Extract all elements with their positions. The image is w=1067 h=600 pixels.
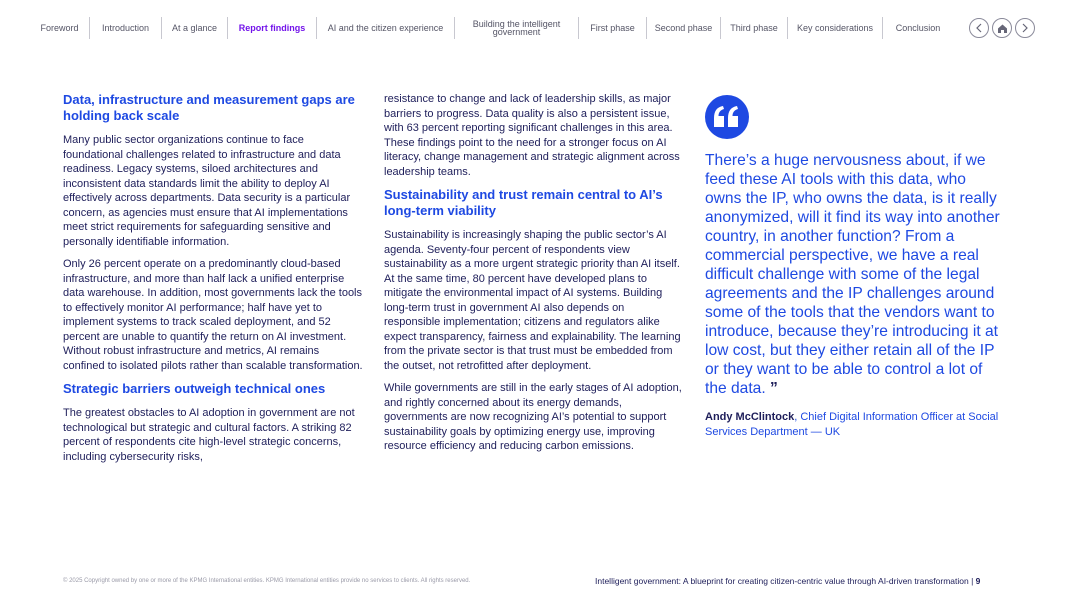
nav-foreword[interactable]: Foreword	[30, 17, 90, 39]
paragraph-early-stages: While governments are still in the early stages of AI adoption, and rightly concerned about its energy demands, governments are now recognizing AI’s potential to support sustainability goals by optimizing energy use, improving resource efficiency and reducing carbon emissions.	[384, 382, 682, 452]
heading-data-infrastructure: Data, infrastructure and measurement gaps are holding back scale	[63, 92, 355, 123]
footer-separator: |	[968, 576, 976, 586]
nav-building-intelligent-government[interactable]: Building the intelligent government	[455, 17, 579, 39]
quote-author-role: , Chief Digital Information Officer at Social Services Department — UK	[705, 411, 999, 438]
quote-attribution	[705, 410, 1005, 439]
nav-second-phase[interactable]: Second phase	[647, 17, 721, 39]
heading-sustainability-trust: Sustainability and trust remain central to AI’s long-term viability	[384, 187, 663, 218]
chevron-right-icon[interactable]	[1015, 18, 1035, 38]
nav-conclusion[interactable]: Conclusion	[895, 23, 941, 33]
paragraph-foundational-challenges: Many public sector organizations continue to face foundational challenges related to infrastructure and data readiness. Legacy systems, siloed architectures and inconsistent data standards limit the ability to deploy AI effectively across departments. Data security is a particular concern, as agencies must ensure that AI implementations meet strict requirements for safeguarding sensitive and personally identifiable information.	[63, 134, 351, 248]
paragraph-resistance-to-change: resistance to change and lack of leadership skills, as major barriers to progress. Data quality is also a persistent issue, with 63 percent reporting significant challenges in this area. These findings point to the need for a stronger focus on AI literacy, change management and strategic alignment across leadership teams.	[384, 93, 680, 178]
paragraph-sustainability-agenda: Sustainability is increasingly shaping the public sector’s AI agenda. Seventy-four percent of respondents view sustainability as a more urgent strategic priority than AI itself. At the same time, 80 percent have developed plans to mitigate the environmental impact of AI systems. Building long-term trust in government AI also depends on responsible implementation; citizens and regulators alike expect transparency, fairness and explainability. The learning from the private sector is that trust must be embedded from the outset, not retrofitted after deployment.	[384, 229, 681, 372]
heading-strategic-barriers: Strategic barriers outweigh technical ones	[63, 381, 326, 396]
paragraph-cloud-infrastructure: Only 26 percent operate on a predominantly cloud-based infrastructure, and more than half lack a unified enterprise data warehouse. In addition, most governments lack the tools to effectively monitor AI performance; half have yet to implement systems to track scaled deployment, and 52 percent are unable to quantify the return on AI investment. Without robust infrastructure and metrics, AI remains confined to isolated pilots rather than scalable transformation.	[63, 258, 363, 372]
footer-document-title: Intelligent government: A blueprint for creating citizen-centric value through AI-driven transformation	[595, 576, 969, 586]
pull-quote	[705, 92, 1005, 439]
quote-open-icon	[705, 95, 749, 139]
column-left	[63, 92, 363, 472]
nav-introduction[interactable]: Introduction	[90, 17, 162, 39]
nav-report-findings[interactable]: Report findings	[228, 17, 317, 39]
paragraph-greatest-obstacles: The greatest obstacles to AI adoption in government are not technological but strategic and cultural factors. A striking 82 percent of respondents cite high-level strategic concerns, including cybersecurity risks,	[63, 407, 355, 463]
nav-at-a-glance[interactable]: At a glance	[162, 17, 228, 39]
nav-ai-citizen-experience[interactable]: AI and the citizen experience	[317, 17, 455, 39]
footer-document-info	[595, 576, 980, 586]
chevron-left-icon[interactable]	[969, 18, 989, 38]
column-middle	[384, 92, 682, 462]
page-number: 9	[975, 576, 981, 586]
nav-first-phase[interactable]: First phase	[579, 17, 647, 39]
home-icon[interactable]	[992, 18, 1012, 38]
quote-close-mark: ”	[770, 380, 778, 397]
top-navigation	[30, 17, 960, 39]
footer-copyright: © 2025 Copyright owned by one or more of the KPMG International entities. KPMG International entities provide no services to clients. All rights reserved.	[63, 578, 471, 584]
page-navigation-controls	[969, 18, 1035, 38]
nav-third-phase[interactable]: Third phase	[721, 17, 788, 39]
quote-body	[705, 151, 1005, 398]
quote-text: There’s a huge nervousness about, if we feed these AI tools with this data, who owns the IP, who owns the data, is it really anonymized, will it find its way into another country, in another function? From a commercial perspective, we have a real difficult challenge with some of the legal agreements and the IP challenges around some of the tools that the vendors want to introduce, because they’re introducing it at low cost, but they either retain all of the IP or they want to be able to control a lot of the data.	[705, 152, 1000, 397]
nav-key-considerations[interactable]: Key considerations	[788, 17, 883, 39]
quote-author-name: Andy McClintock	[705, 411, 795, 423]
